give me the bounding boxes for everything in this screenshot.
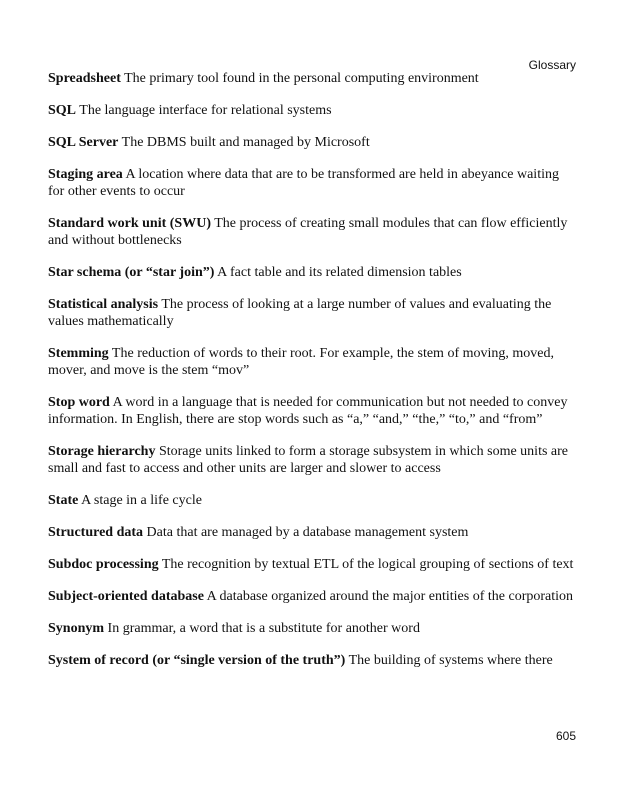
glossary-term: Staging area <box>48 167 123 182</box>
glossary-term: Standard work unit (SWU) <box>48 216 211 231</box>
glossary-entry <box>48 215 578 249</box>
glossary-entry <box>48 492 578 509</box>
glossary-term: Structured data <box>48 525 144 540</box>
glossary-term: System of record (or “single version of the truth”) <box>48 653 346 668</box>
glossary-entry <box>48 652 578 669</box>
glossary-term: Storage hierarchy <box>48 444 156 459</box>
glossary-definition: The process of creating small modules that can flow efficiently and without bottlenecks <box>48 216 568 248</box>
glossary-definition: Storage units linked to form a storage subsystem in which some units are small and fast to access and other units are larger and slower to access <box>48 444 568 476</box>
glossary-entry <box>48 443 578 477</box>
glossary-definition: In grammar, a word that is a substitute for another word <box>107 621 420 636</box>
glossary-entry <box>48 296 578 330</box>
glossary-term: State <box>48 493 79 508</box>
glossary-definition: A fact table and its related dimension tables <box>217 265 462 280</box>
glossary-term: SQL Server <box>48 135 119 150</box>
glossary-entry <box>48 620 578 637</box>
glossary-definition: The process of looking at a large number of values and evaluating the values mathematically <box>48 297 552 329</box>
glossary-term: Synonym <box>48 621 105 636</box>
glossary-entry <box>48 134 578 151</box>
glossary-definition: A stage in a life cycle <box>81 493 202 508</box>
glossary-entry <box>48 394 578 428</box>
glossary-definition: The DBMS built and managed by Microsoft <box>121 135 370 150</box>
glossary-entries <box>48 70 578 684</box>
glossary-term: Stemming <box>48 346 109 361</box>
glossary-entry <box>48 524 578 541</box>
glossary-definition: The recognition by textual ETL of the logical grouping of sections of text <box>161 557 574 572</box>
glossary-definition: A word in a language that is needed for communication but not needed to convey information. In English, there are stop words such as “a,” “and,” “the,” “to,” and “from” <box>48 395 568 427</box>
glossary-definition: Data that are managed by a database management system <box>146 525 469 540</box>
glossary-term: Subdoc processing <box>48 557 159 572</box>
glossary-entry <box>48 70 578 87</box>
glossary-term: Spreadsheet <box>48 71 121 86</box>
glossary-entry <box>48 588 578 605</box>
glossary-term: Star schema (or “star join”) <box>48 265 215 280</box>
glossary-definition: The building of systems where there <box>348 653 553 668</box>
running-head: Glossary <box>528 58 576 72</box>
page-number: 605 <box>555 729 576 743</box>
glossary-term: Stop word <box>48 395 110 410</box>
glossary-definition: A location where data that are to be transformed are held in abeyance waiting for other events to occur <box>48 167 559 199</box>
glossary-term: SQL <box>48 103 77 118</box>
glossary-entry <box>48 102 578 119</box>
glossary-entry <box>48 264 578 281</box>
glossary-term: Subject-oriented database <box>48 589 204 604</box>
glossary-entry <box>48 345 578 379</box>
glossary-entry <box>48 166 578 200</box>
glossary-definition: The reduction of words to their root. For example, the stem of moving, moved, mover, and move is the stem “mov” <box>48 346 554 378</box>
glossary-definition: A database organized around the major entities of the corporation <box>206 589 574 604</box>
glossary-definition: The language interface for relational systems <box>79 103 332 118</box>
glossary-term: Statistical analysis <box>48 297 159 312</box>
glossary-entry <box>48 556 578 573</box>
glossary-definition: The primary tool found in the personal computing environment <box>124 71 479 86</box>
